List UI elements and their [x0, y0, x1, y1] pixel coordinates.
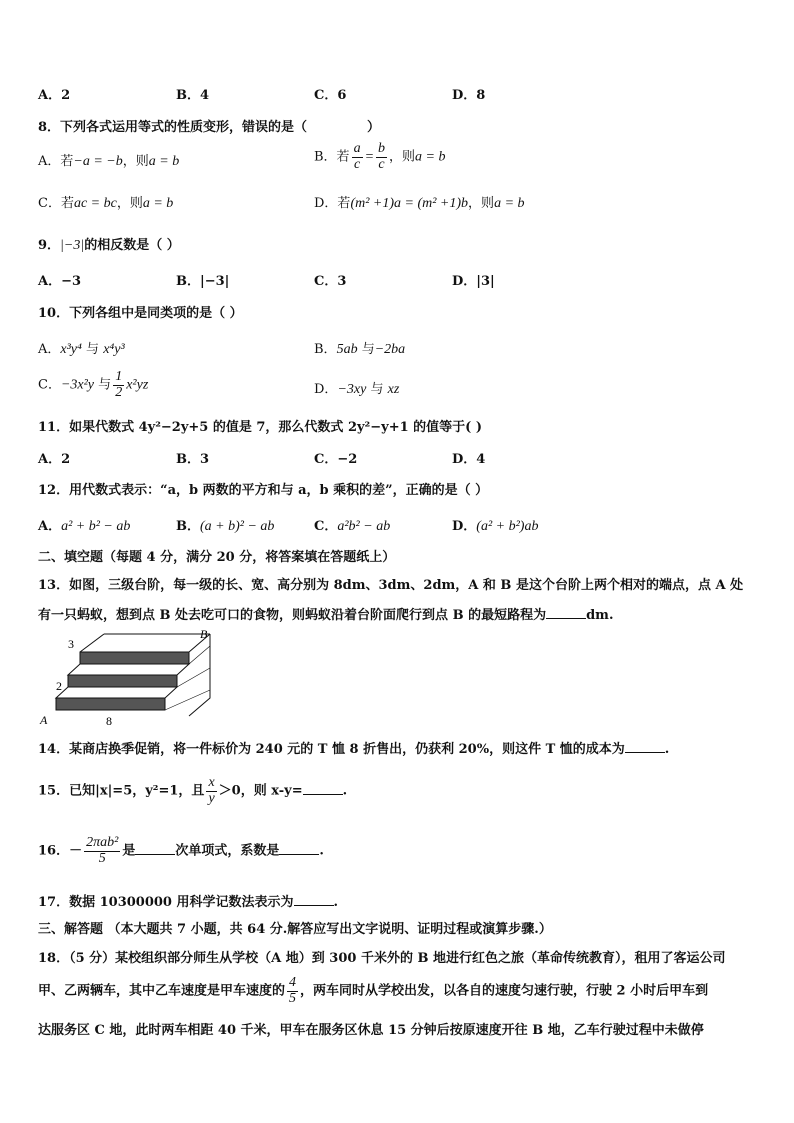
q10-option-b: B．5ab 与−2ba	[314, 342, 406, 357]
q7-option-c: C．6	[314, 88, 347, 103]
fig-label-b: B	[200, 628, 208, 641]
q18-line-3: 达服务区 C 地，此时两车相距 40 千米，甲车在服务区休息 15 分钟后按原速度开往 B 地，乙车行驶过程中未做停	[38, 1023, 704, 1038]
q18-line-1: 18．（5 分）某校组织部分师生从学校（A 地）到 300 千米外的 B 地进行红色之旅（革命传统教育），租用了客运公司	[38, 951, 726, 966]
fig-label-2: 2	[56, 679, 62, 693]
section-2-heading: 二、填空题（每题 4 分，满分 20 分，将答案填在答题纸上）	[38, 550, 396, 565]
q9-option-b: B．|−3|	[176, 274, 230, 289]
q11-option-c: C．−2	[314, 452, 358, 467]
staircase-figure	[36, 628, 226, 728]
q9-option-c: C．3	[314, 274, 347, 289]
q10-stem: 10．下列各组中是同类项的是（ ）	[38, 306, 243, 321]
q11-option-d: D．4	[452, 452, 486, 467]
q18-line-2: 甲、乙两辆车，其中乙车速度是甲车速度的 $\frac{4}{5}$ ，两车同时从学校出发，以各自的速度匀速行驶，行驶 2 小时后甲车到	[38, 975, 709, 1006]
q8-option-a: A．若−a = −b，则a = b	[38, 154, 180, 169]
q12-option-c: C．a²b² − ab	[314, 519, 391, 534]
q10-option-d: D．−3xy 与 xz	[314, 382, 400, 397]
q13-line-2: 有一只蚂蚁，想到点 B 处去吃可口的食物，则蚂蚁沿着台阶面爬行到点 B 的最短路程为 dm.	[38, 608, 614, 623]
q12-option-d: D．(a² + b²)ab	[452, 519, 539, 534]
q9-stem: 9．|−3|的相反数是（ ）	[38, 238, 180, 253]
fig-label-8: 8	[106, 714, 112, 728]
q17-stem: 17．数据 10300000 用科学记数法表示为 .	[38, 895, 339, 910]
q13-line-1: 13．如图，三级台阶，每一级的长、宽、高分别为 8dm、3dm、2dm，A 和 B 是这个台阶上两个相对的端点，点 A 处	[38, 578, 744, 593]
q8-option-c: C．若ac = bc，则a = b	[38, 196, 174, 211]
section-3-heading: 三、解答题 （本大题共 7 小题，共 64 分.解答应写出文字说明、证明过程或演算步骤.）	[38, 922, 552, 937]
q7-option-a: A．2	[38, 88, 71, 103]
q14-stem: 14．某商店换季促销，将一件标价为 240 元的 T 恤 8 折售出，仍获利 20%，则这件 T 恤的成本为 .	[38, 742, 670, 757]
q9-option-a: A．−3	[38, 274, 82, 289]
q12-option-b: B．(a + b)² − ab	[176, 519, 275, 534]
q11-stem: 11．如果代数式 4y²−2y+5 的值是 7，那么代数式 2y²−y+1 的值等于( )	[38, 420, 482, 435]
q10-option-c: C．−3x²y 与 $\frac{1}{2}$ x²yz	[38, 369, 149, 400]
q11-option-a: A．2	[38, 452, 71, 467]
q8-option-d: D．若(m² +1)a = (m² +1)b，则a = b	[314, 196, 525, 211]
q7-option-d: D．8	[452, 88, 486, 103]
fig-label-a: A	[40, 713, 48, 727]
q16-stem: 16．－ $\frac{\text{2πab²}}{5}$ 是 次单项式，系数是 .	[38, 835, 324, 866]
q8-option-b: B．若 $\frac{a}{c}$ = $\frac{b}{c}$ ，则a = b	[314, 141, 446, 172]
q15-stem: 15．已知|x|=5，y²=1，且 $\frac{x}{y}$ ＞0，则 x-y= .	[38, 775, 348, 806]
q8-stem: 8．下列各式运用等式的性质变形，错误的是（ ）	[38, 120, 381, 135]
q9-option-d: D．|3|	[452, 274, 495, 289]
q10-option-a: A．x³y⁴ 与 x⁴y³	[38, 342, 125, 357]
q7-option-b: B．4	[176, 88, 210, 103]
fig-label-3: 3	[68, 637, 74, 651]
q11-option-b: B．3	[176, 452, 210, 467]
q12-option-a: A．a² + b² − ab	[38, 519, 131, 534]
q12-stem: 12．用代数式表示：“a，b 两数的平方和与 a，b 乘积的差”，正确的是（ ）	[38, 483, 489, 498]
